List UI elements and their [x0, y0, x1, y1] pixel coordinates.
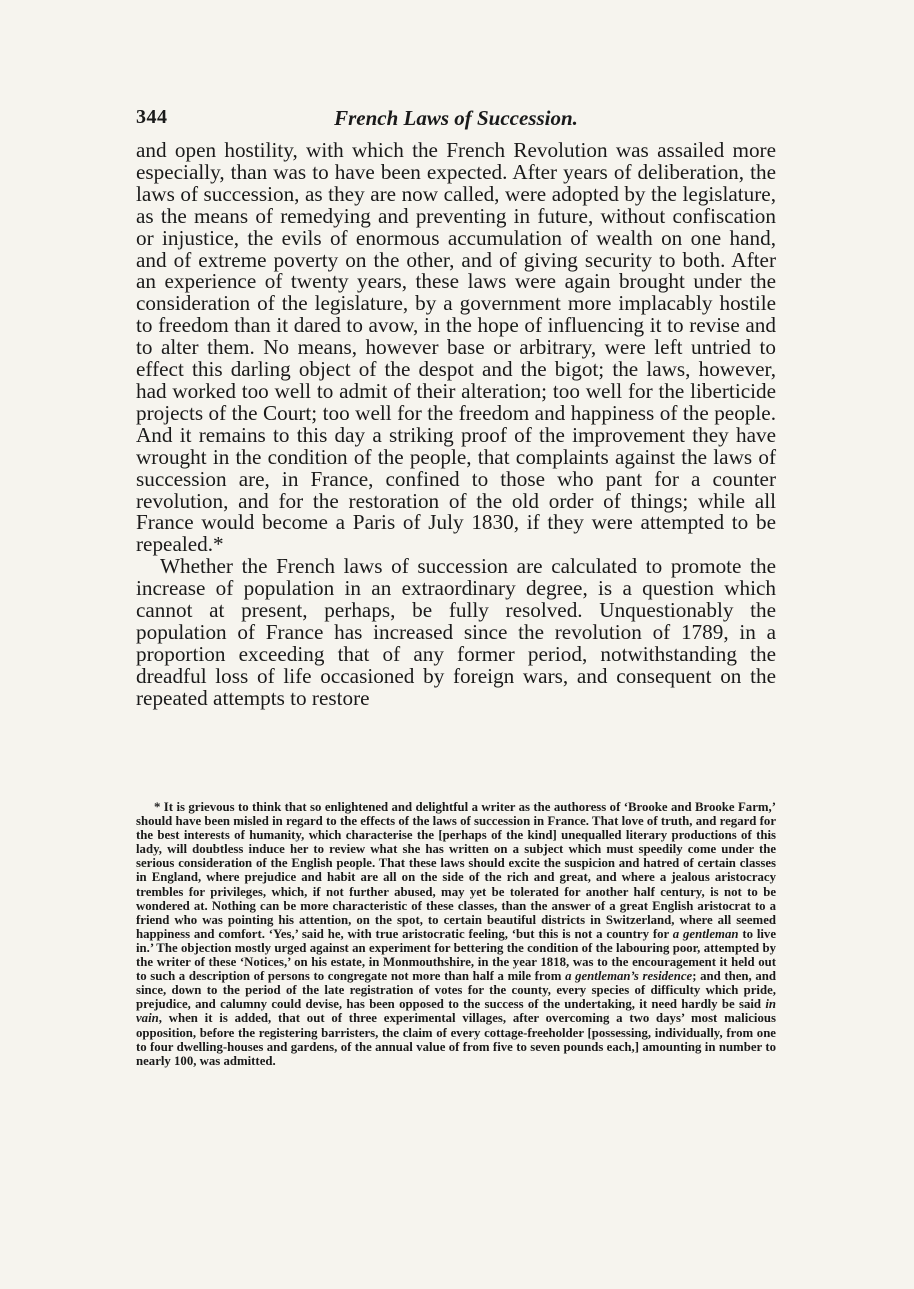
paragraph-1: and open hostility, with which the French Revolution was assailed more especially, than was to have been expected. After years of deliberation, the laws of succession, as they are now called, were adopted by the legislature, as the means of remedying and preventing in future, without confiscation or injustice, the evils of enormous accumulation of wealth on one hand, and of extreme poverty on the other, and of giving security to both. After an experience of twenty years, these laws were again brought under the consideration of the legislature, by a government more implacably hostile to freedom than it dared to avow, in the hope of influencing it to revise and to alter them. No means, however base or arbitrary, were left untried to effect this darling object of the despot and the bigot; the laws, however, had worked too well to admit of their alteration; too well for the liberticide projects of the Court; too well for the freedom and happiness of the people. And it remains to this day a striking proof of the improvement they have wrought in the condition of the people, that complaints against the laws of succession are, in France, confined to those who pant for a counter revolution, and for the restoration of the old order of things; while all France would become a Paris of July 1830, if they were attempted to be repealed.*	[136, 138, 776, 557]
main-text	[136, 140, 776, 710]
footnote	[136, 800, 776, 1068]
footnote-text-4: , when it is added, that out of three experimental villages, after overcoming a two days’ most malicious opposition, before the registering barristers, the claim of every cottage-freeholder [possessing, individually, from one to four dwelling-houses and gardens, of the annual value of from five to seven pounds each,] amounting in number to nearly 100, was admitted.	[136, 1011, 776, 1068]
paragraph-2: Whether the French laws of succession are calculated to promote the increase of population in an extraordinary degree, is a question which cannot at present, perhaps, be fully resolved. Unquestionably the population of France has increased since the revolution of 1789, in a proportion exceeding that of any former period, notwithstanding the dreadful loss of life occasioned by foreign wars, and consequent on the repeated attempts to restore	[136, 554, 776, 710]
footnote-italic-3: in vain	[136, 997, 776, 1026]
page-number: 344	[136, 106, 168, 128]
running-title: French Laws of Succession.	[334, 106, 578, 130]
footnote-italic-1: a gentleman	[672, 926, 739, 941]
footnote-text-3: ; and then, and since, down to the period of the late registration of votes for the county, every species of difficulty which pride, prejudice, and calumny could devise, has been opposed to the success of the undertaking, it need hardly be said	[136, 969, 777, 1012]
page-header	[136, 106, 776, 136]
footnote-italic-2: a gentleman’s residence	[565, 969, 693, 984]
footnote-text-2: to live in.’ The objection mostly urged against an experiment for bettering the condition of the labouring poor, attempted by the writer of these ‘Notices,’ on his estate, in Monmouthshire, in the year 1818, was to the encouragement it held out to such a description of persons to congregate not more than half a mile from	[136, 926, 777, 984]
footnote-text-1: * It is grievous to think that so enlightened and delightful a writer as the authoress of ‘Brooke and Brooke Farm,’ should have been misled in regard to the effects of the laws of succession in France. That love of truth, and regard for the best interests of humanity, which characterise the [perhaps of the kind] unequalled literary productions of this lady, will doubtless induce her to review what she has written on a subject which must speedily come under the serious consideration of the English people. That these laws should excite the suspicion and hatred of certain classes in England, where prejudice and habit are all on the side of the rich and great, and where a jealous aristocracy trembles for privileges, which, if not further abused, may yet be tolerated for another half century, is not to be wondered at. Nothing can be more characteristic of these classes, than the answer of a great English aristocrat to a friend who was pointing his attention, on the spot, to certain beautiful districts in Switzerland, where all seemed happiness and comfort. ‘Yes,’ said he, with true aristocratic feeling, ‘but this is not a country for	[136, 800, 776, 941]
